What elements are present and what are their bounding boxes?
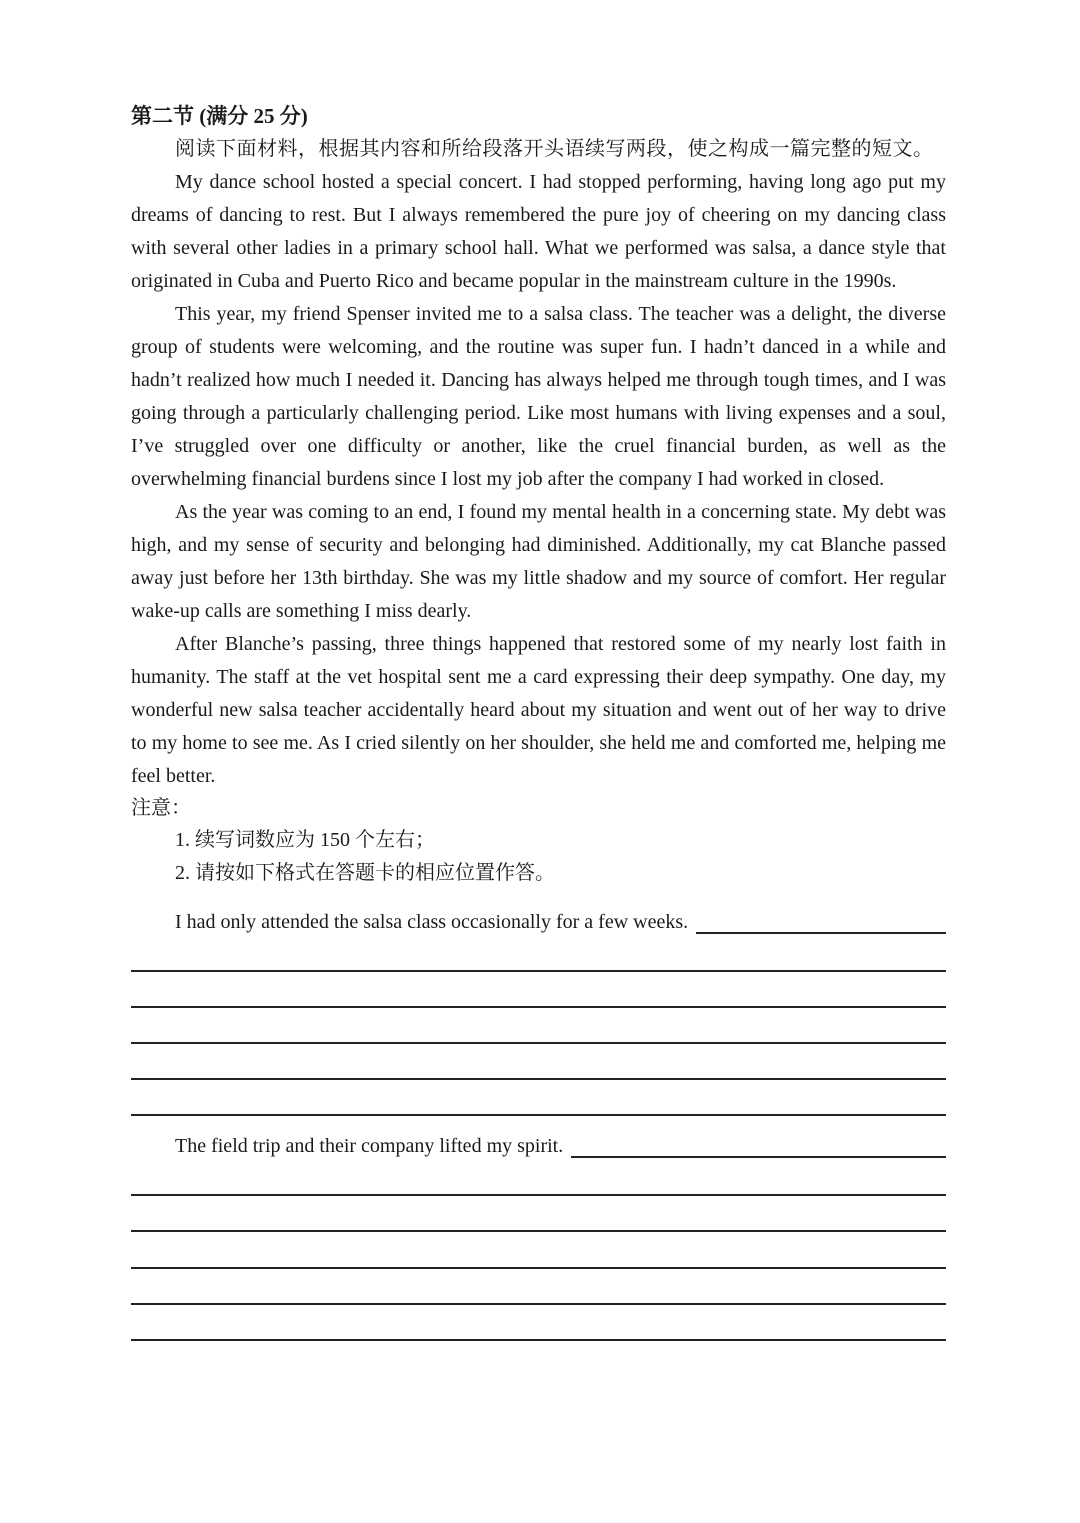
writing-lines-1 — [131, 970, 946, 1116]
answer-block-1 — [131, 908, 946, 1116]
note-item-1: 1. 续写词数应为 150 个左右； — [175, 829, 435, 851]
answer-blank-line[interactable] — [571, 1134, 946, 1158]
starter-row-2 — [131, 1132, 946, 1160]
section-title: 第二节 (满分 25 分) — [131, 104, 308, 128]
writing-line[interactable] — [131, 1339, 946, 1341]
section-instruction: 阅读下面材料，根据其内容和所给段落开头语续写两段，使之构成一篇完整的短文。 — [175, 138, 934, 160]
answer-blank-line[interactable] — [696, 910, 946, 934]
starter-row-1 — [131, 908, 946, 936]
passage-paragraph-3: As the year was coming to an end, I found my mental health in a concerning state. My debt was high, and my sense of security and belonging had diminished. Additionally, my cat Blanche passed away just before her 13th birthday. She was my little shadow and my source of comfort. Her regular wake-up calls are something I miss dearly. — [131, 501, 946, 622]
paragraph-starter-2: The field trip and their company lifted my spirit. — [175, 1135, 564, 1157]
passage-paragraph-1: My dance school hosted a special concert. I had stopped performing, having long ago put my dreams of dancing to rest. But I always remembered the pure joy of cheering on my dancing class with several other ladies in a primary school hall. What we performed was salsa, a dance style that originated in Cuba and Puerto Rico and became popular in the mainstream culture in the 1990s. — [131, 171, 946, 292]
writing-line[interactable] — [131, 1267, 946, 1269]
writing-line[interactable] — [131, 1230, 946, 1232]
writing-lines-2 — [131, 1194, 946, 1341]
paragraph-starter-1: I had only attended the salsa class occasionally for a few weeks. — [175, 911, 689, 933]
writing-line[interactable] — [131, 1006, 946, 1008]
writing-line[interactable] — [131, 1194, 946, 1196]
writing-line[interactable] — [131, 1042, 946, 1044]
writing-line[interactable] — [131, 1303, 946, 1305]
passage-paragraph-2: This year, my friend Spenser invited me to a salsa class. The teacher was a delight, the diverse group of students were welcoming, and the routine was super fun. I hadn’t danced in a while and hadn’t realized how much I needed it. Dancing has always helped me through tough times, and I was going through a particularly challenging period. Like most humans with living expenses and a soul, I’ve struggled over one difficulty or another, like the cruel financial burden, as well as the overwhelming financial burdens since I lost my job after the company I had worked in closed. — [131, 303, 946, 490]
notes-label: 注意： — [131, 797, 191, 819]
note-item-2: 2. 请按如下格式在答题卡的相应位置作答。 — [175, 862, 555, 884]
writing-line[interactable] — [131, 970, 946, 972]
writing-line[interactable] — [131, 1114, 946, 1116]
exam-page — [131, 100, 946, 1341]
answer-block-2 — [131, 1132, 946, 1341]
writing-line[interactable] — [131, 1078, 946, 1080]
passage-paragraph-4: After Blanche’s passing, three things happened that restored some of my nearly lost faith in humanity. The staff at the vet hospital sent me a card expressing their deep sympathy. One day, my wonderful new salsa teacher accidentally heard about my situation and went out of her way to drive to my home to see me. As I cried silently on her shoulder, she held me and comforted me, helping me feel better. — [131, 633, 946, 787]
